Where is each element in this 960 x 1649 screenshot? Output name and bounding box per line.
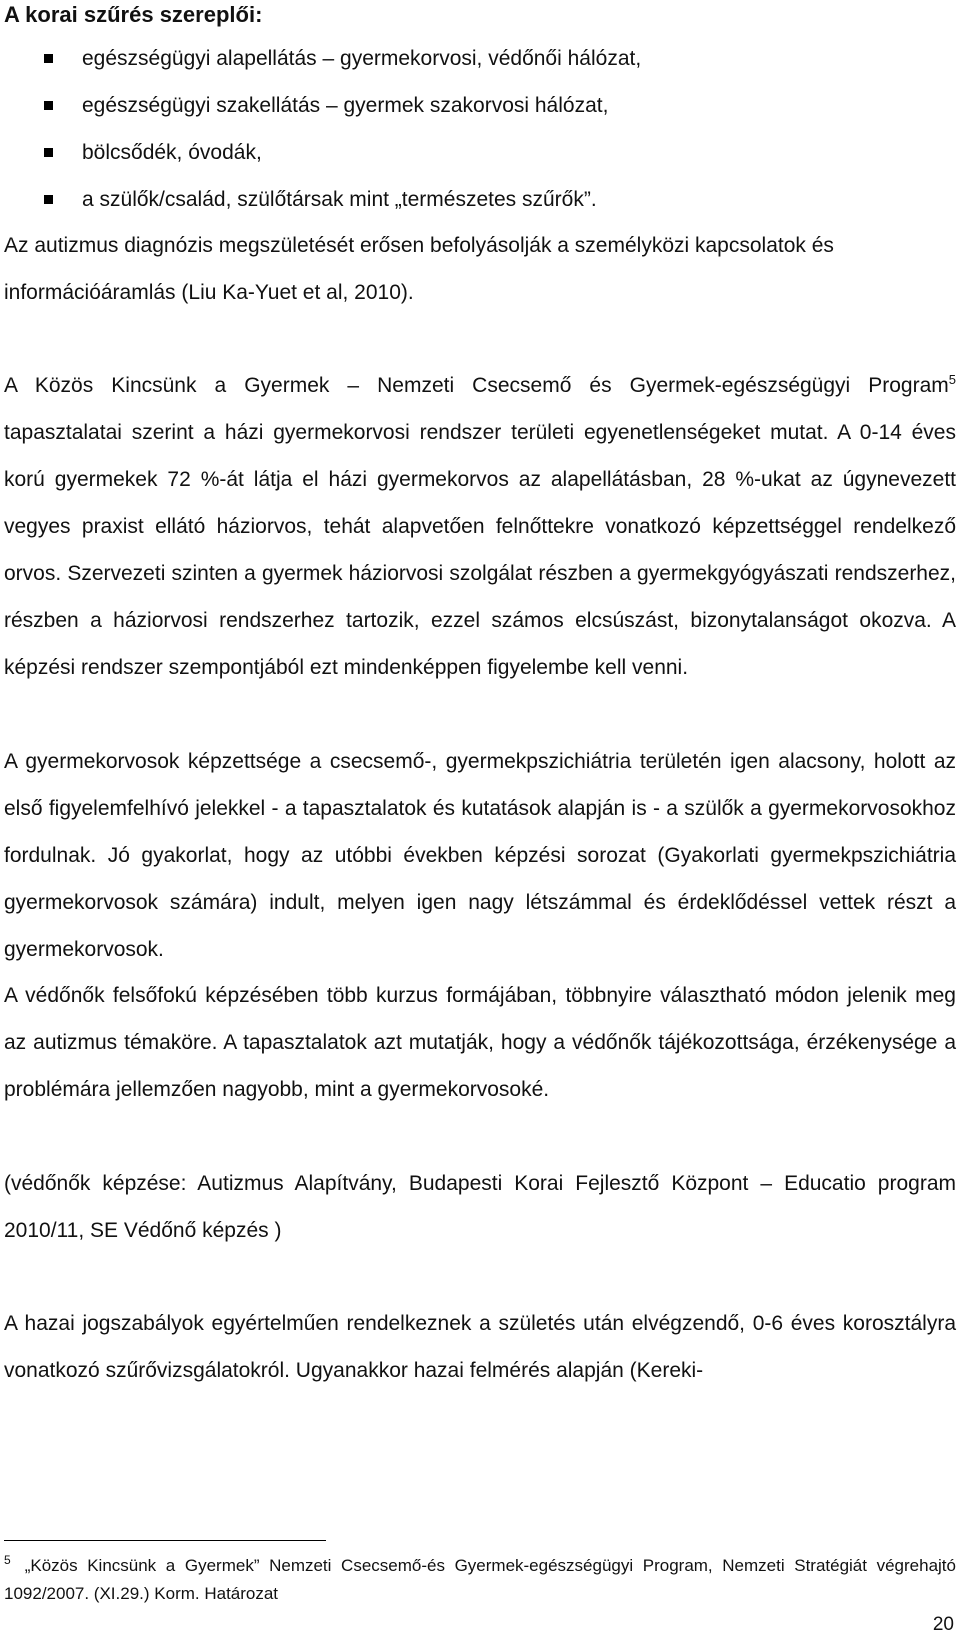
page-number: 20: [932, 1614, 954, 1635]
footnote-divider: [4, 1540, 326, 1541]
section-heading: A korai szűrés szereplői:: [4, 2, 263, 27]
list-item: [0, 138, 641, 185]
paragraph-legal-framework: A hazai jogszabályok egyértelműen rendelkeznek a születés után elvégzendő, 0-6 éves korosztályra vonatkozó szűrővizsgálatokról. Ugyanakkor hazai felmérés alapján (Kereki-: [4, 1312, 956, 1382]
list-item-text: egészségügyi alapellátás – gyermekorvosi, védőnői hálózat,: [82, 47, 642, 70]
footnote-text: „Közös Kincsünk a Gyermek” Nemzeti Csecsemő-és Gyermek-egészségügyi Program, Nemzeti Stratégiát végrehajtó 1092/2007. (XI.29.) Korm. Határozat: [4, 1556, 956, 1603]
paragraph-national-program: [4, 362, 956, 691]
footnote-number: 5: [4, 1553, 11, 1568]
paragraph-program-text-b: tapasztalatai szerint a házi gyermekorvosi rendszer területi egyenetlenségeket mutat. A 0-14 éves korú gyermekek 72 %-át látja el házi gyermekorvos az alapellátásban, 28 %-ukat az úgynevezett vegyes praxist ellátó háziorvos, tehát alapvetően felnőttekre vonatkozó képzettséggel rendelkező orvos. Szervezeti szinten a gyermek háziorvosi szolgálat részben a gyermekgyógyászati rendszerhez, részben a háziorvosi rendszerhez tartozik, ezzel számos elcsúszást, bizonytalanságot okozva. A képzési rendszer szempontjából ezt mindenképpen figyelembe kell venni.: [4, 421, 956, 679]
square-bullet-icon: [44, 195, 53, 204]
list-item-text: bölcsődék, óvodák,: [82, 141, 262, 164]
paragraph-nurse-training: A védőnők felsőfokú képzésében több kurzus formájában, többnyire választható módon jelenik meg az autizmus témaköre. A tapasztalatok azt mutatják, hogy a védőnők tájékozottsága, érzékenysége a problémára jellemzően nagyobb, mint a gyermekorvosoké.: [4, 984, 956, 1101]
list-item-text: a szülők/család, szülőtársak mint „természetes szűrők”.: [82, 188, 597, 211]
paragraph-program-text-a: A Közös Kincsünk a Gyermek – Nemzeti Csecsemő és Gyermek-egészségügyi Program: [4, 374, 949, 397]
footnote: [4, 1552, 956, 1608]
paragraph-pediatrician-training: A gyermekorvosok képzettsége a csecsemő-, gyermekpszichiátria területén igen alacsony, holott az első figyelemfelhívó jelekkel - a tapasztalatok és kutatások alapján is - a szülők a gyermekorvosokhoz fordulnak. Jó gyakorlat, hogy az utóbbi években képzési sorozat (Gyakorlati gyermekpszichiátria gyermekorvosok számára) indult, melyen igen nagy létszámmal és érdeklődéssel vettek részt a gyermekorvosok.: [4, 750, 956, 961]
screening-actors-list: [0, 44, 641, 232]
paragraph-training-sources: (védőnők képzése: Autizmus Alapítvány, Budapesti Korai Fejlesztő Központ – Educatio program 2010/11, SE Védőnő képzés ): [4, 1172, 956, 1242]
list-item-text: egészségügyi szakellátás – gyermek szakorvosi hálózat,: [82, 94, 609, 117]
list-item: [0, 44, 641, 91]
footnote-reference: 5: [948, 372, 956, 387]
paragraph-autism-diagnosis: Az autizmus diagnózis megszületését erősen befolyásolják a személyközi kapcsolatok és információáramlás (Liu Ka-Yuet et al, 2010).: [4, 234, 834, 304]
list-item: [0, 91, 641, 138]
square-bullet-icon: [44, 54, 53, 63]
square-bullet-icon: [44, 148, 53, 157]
square-bullet-icon: [44, 101, 53, 110]
